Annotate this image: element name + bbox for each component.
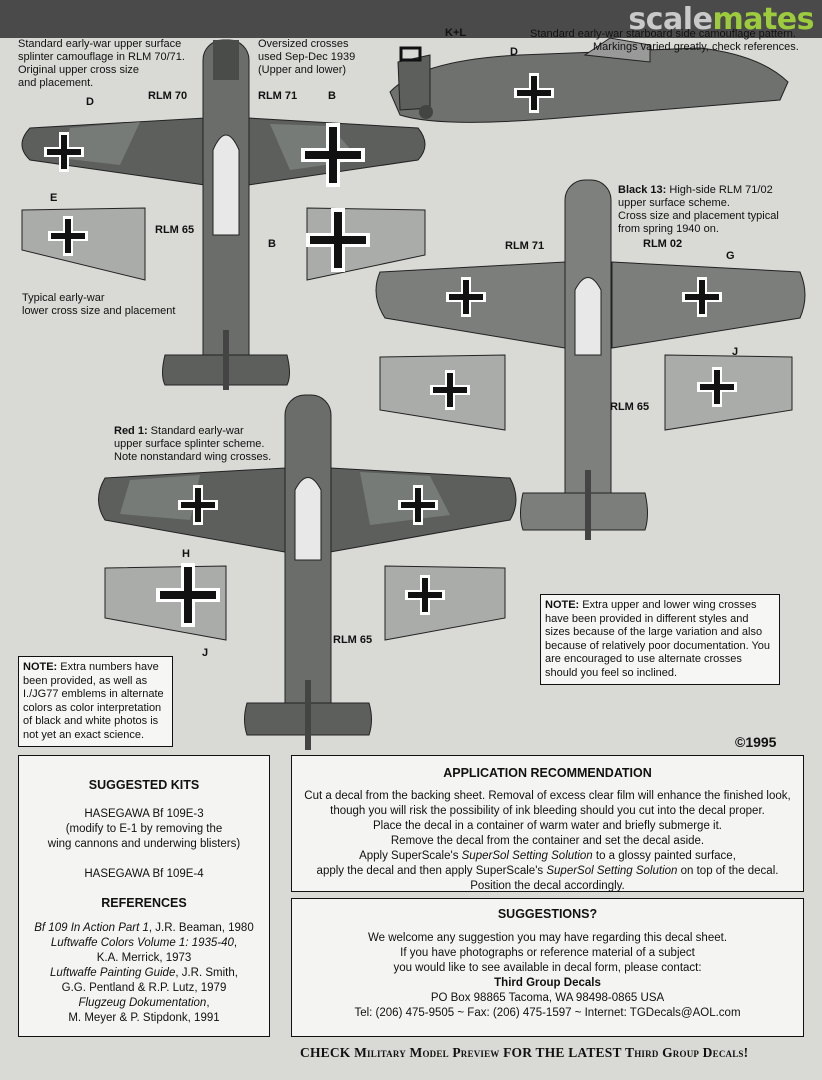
reference-item: Flugzeug Dokumentation, [78, 997, 210, 1009]
company-contact: Tel: (206) 475-9505 ~ Fax: (206) 475-1597 ~ Internet: TGDecals@AOL.com [354, 1007, 741, 1019]
kits-references-box [18, 755, 270, 1037]
application-box [291, 755, 804, 892]
label-b-upper: B [328, 90, 336, 102]
kit-1-note-2: wing cannons and underwing blisters) [47, 838, 241, 850]
application-line: apply the decal and then apply SuperScale's SuperSol Setting Solution on top of the decal. [316, 865, 779, 877]
label-rlm65-b: RLM 65 [610, 401, 650, 413]
oversized-crosses-description: Oversized crosses used Sep-Dec 1939 (Upper and lower) [258, 38, 356, 76]
starboard-description: Standard early-war starboard side camouflage pattern. Markings varied greatly, check references. [530, 28, 799, 53]
suggestions-box [291, 898, 804, 1037]
note-extra-numbers: NOTE: Extra numbers have been provided, as well as I./JG77 emblems in alternate colors as color interpretation of black and white photos is not yet an exact science. [18, 656, 173, 747]
kit-1-note: (modify to E-1 by removing the [65, 823, 223, 835]
reference-item: G.G. Pentland & R.P. Lutz, 1979 [61, 982, 227, 994]
reference-item: Luftwaffe Colors Volume 1: 1935-40, [50, 937, 238, 949]
label-e: E [50, 192, 58, 204]
note-extra-crosses: NOTE: Extra upper and lower wing crosses have been provided in different styles and sizes because of the large variation and also because of relatively poor documentation. You are encouraged to use alternate crosses should you feel so inclined. [540, 594, 780, 685]
label-d: D [86, 96, 94, 108]
application-line: Cut a decal from the backing sheet. Removal of excess clear film will enhance the finished look, [304, 790, 791, 802]
label-rlm71-b: RLM 71 [505, 240, 545, 252]
label-d-side: D [510, 46, 518, 58]
label-rlm65-c: RLM 65 [333, 634, 373, 646]
lower-cross-description: Typical early-war lower cross size and placement [22, 292, 176, 317]
label-g: G [726, 250, 735, 262]
suggestions-line: If you have photographs or reference material of a subject [400, 947, 695, 959]
label-j-right: J [732, 346, 739, 358]
suggestions-line: you would like to see available in decal form, please contact: [393, 962, 702, 974]
top-left-description: Standard early-war upper surface splinter camouflage in RLM 70/71. Original upper cross size and placement. [18, 38, 185, 89]
label-j-left: J [202, 647, 209, 659]
company-name: Third Group Decals [494, 977, 601, 989]
reference-item: K.A. Merrick, 1973 [96, 952, 192, 964]
reference-item: M. Meyer & P. Stipdonk, 1991 [68, 1012, 220, 1024]
application-line: Place the decal in a container of warm water and briefly submerge it. [372, 820, 722, 832]
kit-1: HASEGAWA Bf 109E-3 [84, 808, 204, 820]
company-address: PO Box 98865 Tacoma, WA 98498-0865 USA [430, 992, 665, 1004]
label-rlm70: RLM 70 [148, 90, 188, 102]
label-h: H [182, 548, 190, 560]
suggested-kits-title: SUGGESTED KITS [88, 778, 200, 792]
application-line: though you will risk the possibility of ink bleeding should you cut into the decal proper. [330, 805, 765, 817]
black13-description: Black 13: High-side RLM 71/02 upper surface scheme. Cross size and placement typical from spring 1940 on. [618, 184, 779, 235]
application-title: APPLICATION RECOMMENDATION [443, 766, 652, 780]
application-line: Remove the decal from the container and set the decal aside. [390, 835, 705, 847]
label-rlm02: RLM 02 [643, 238, 683, 250]
red1-description: Red 1: Standard early-war upper surface splinter scheme. Note nonstandard wing crosses. [114, 425, 272, 463]
label-rlm65-a: RLM 65 [155, 224, 195, 236]
label-kl: K+L [445, 27, 467, 39]
suggestions-line: We welcome any suggestion you may have regarding this decal sheet. [367, 932, 728, 944]
label-rlm71: RLM 71 [258, 90, 298, 102]
application-line: Apply SuperScale's SuperSol Setting Solution to a glossy painted surface, [359, 850, 736, 862]
copyright: ©1995 [735, 734, 777, 750]
scalemates-logo[interactable]: scalemates [628, 2, 814, 37]
references-title: REFERENCES [101, 896, 187, 910]
suggestions-title: SUGGESTIONS? [497, 907, 598, 921]
reference-item: Bf 109 In Action Part 1, J.R. Beaman, 1980 [34, 922, 254, 934]
application-line: Position the decal accordingly. [470, 880, 625, 892]
label-b-lower: B [268, 238, 276, 250]
reference-item: Luftwaffe Painting Guide, J.R. Smith, [50, 967, 238, 979]
kit-2: HASEGAWA Bf 109E-4 [84, 868, 204, 880]
footer-tagline: CHECK Military Model Preview FOR THE LATEST Third Group Decals! [300, 1045, 749, 1060]
